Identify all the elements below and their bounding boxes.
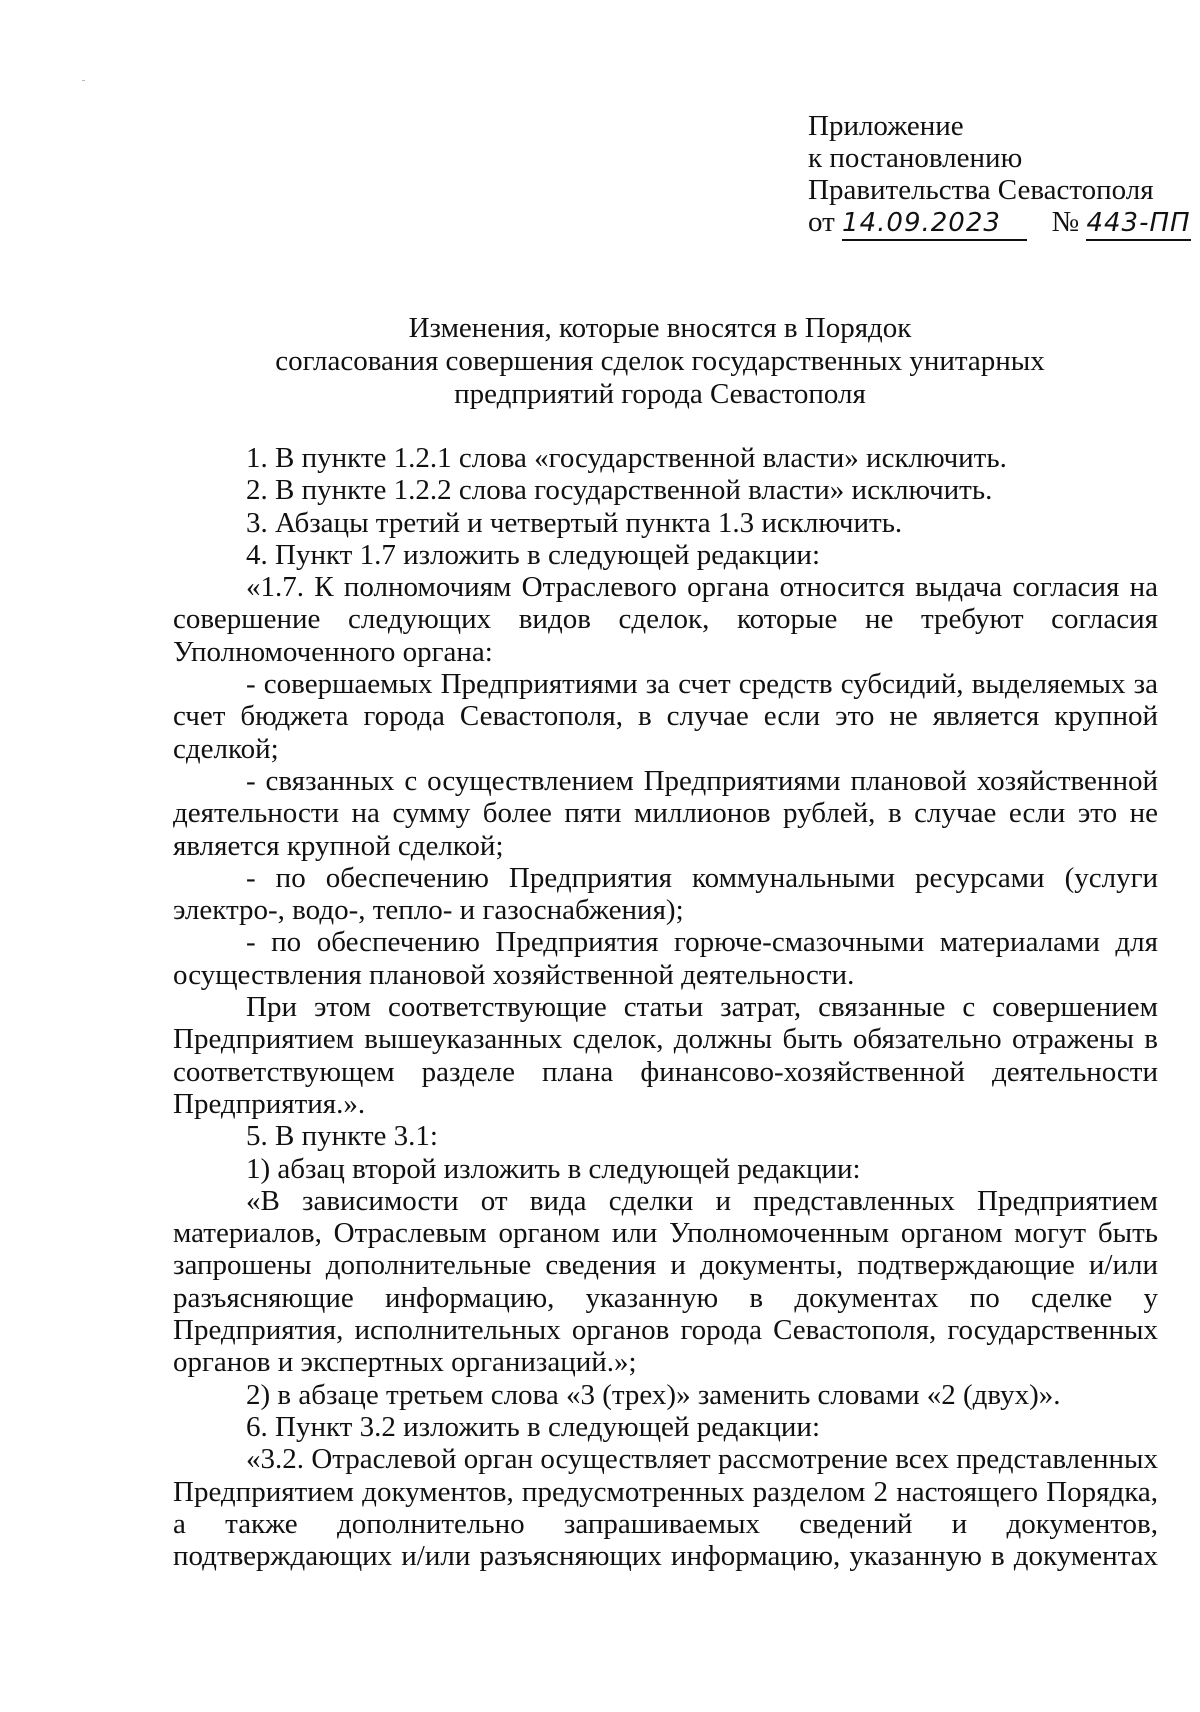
paragraph-9: - по обеспечению Предприятия горюче-смазочными материалами для осуществления плановой хозяйственной деятельности. [173,926,1158,991]
handwritten-number: 443-ПП [1086,207,1190,241]
paragraph-10: При этом соответствующие статьи затрат, связанные с совершением Предприятием вышеуказанных сделок, должны быть обязательно отражены в соответствующем разделе плана финансово-хозяйственной деятельности Предприятия.». [173,991,1158,1120]
paragraph-4: 4. Пункт 1.7 изложить в следующей редакции: [246,538,821,571]
appendix-government-label: Правительства Севастополя [808,174,1154,206]
title-line-3: предприятий города Севастополя [454,378,866,410]
paragraph-15: 6. Пункт 3.2 изложить в следующей редакции: [246,1410,821,1443]
document-title [160,312,1160,411]
paragraph-6: - совершаемых Предприятиями за счет средств субсидий, выделяемых за счет бюджета города Севастополя, в случае если это не является крупной сделкой; [173,668,1158,765]
paragraph-1: 1. В пункте 1.2.1 слова «государственной власти» исключить. [246,442,1007,474]
paragraph-2: 2. В пункте 1.2.2 слова государственной власти» исключить. [246,474,993,507]
appendix-date-number-line [808,206,1191,241]
paragraph-7: - связанных с осуществлением Предприятиями плановой хозяйственной деятельности на сумму более пяти миллионов рублей, в случае если это не является крупной сделкой; [173,764,1158,862]
paragraph-13: «В зависимости от вида сделки и представленных Предприятием материалов, Отраслевым органом или Уполномоченным органом могут быть запрошены дополнительные сведения и документы, подтверждающие и/или разъясняющие информацию, указанную в документах по сделке у Предприятия, исполнительных органов города Севастополя, государственных органов и экспертных организаций.»; [173,1184,1158,1379]
paragraph-14: 2) в абзаце третьем слова «3 (трех)» заменить словами «2 (двух)». [246,1378,1061,1411]
paragraph-11: 5. В пункте 3.1: [246,1120,438,1153]
scan-artifact [82,80,85,81]
document-body [173,442,1158,1572]
number-prefix: № [1051,206,1080,238]
date-prefix: от [808,206,835,238]
paragraph-8: - по обеспечению Предприятия коммунальными ресурсами (услуги электро-, водо-, тепло- и газоснабжения); [173,861,1158,927]
paragraph-16: «3.2. Отраслевой орган осуществляет рассмотрение всех представленных Предприятием документов, предусмотренных разделом 2 настоящего Порядка, а также дополнительно запрашиваемых сведений и документов, подтверждающих и/или разъясняющих информацию, указанную в документах [173,1443,1158,1573]
appendix-header [808,110,1191,241]
title-line-2: согласования совершения сделок государственных унитарных [275,345,1045,377]
appendix-label: Приложение [808,110,964,142]
appendix-resolution-label: к постановлению [808,142,1023,174]
paragraph-3: 3. Абзацы третий и четвертый пункта 1.3 исключить. [246,506,903,539]
paragraph-12: 1) абзац второй изложить в следующей редакции: [246,1152,861,1185]
paragraph-5: «1.7. К полномочиям Отраслевого органа относится выдача согласия на совершение следующих видов сделок, которые не требуют согласия Уполномоченного органа: [173,571,1158,668]
title-line-1: Изменения, которые вносятся в Порядок [408,312,912,344]
handwritten-date: 14.09.2023 [842,207,1027,241]
